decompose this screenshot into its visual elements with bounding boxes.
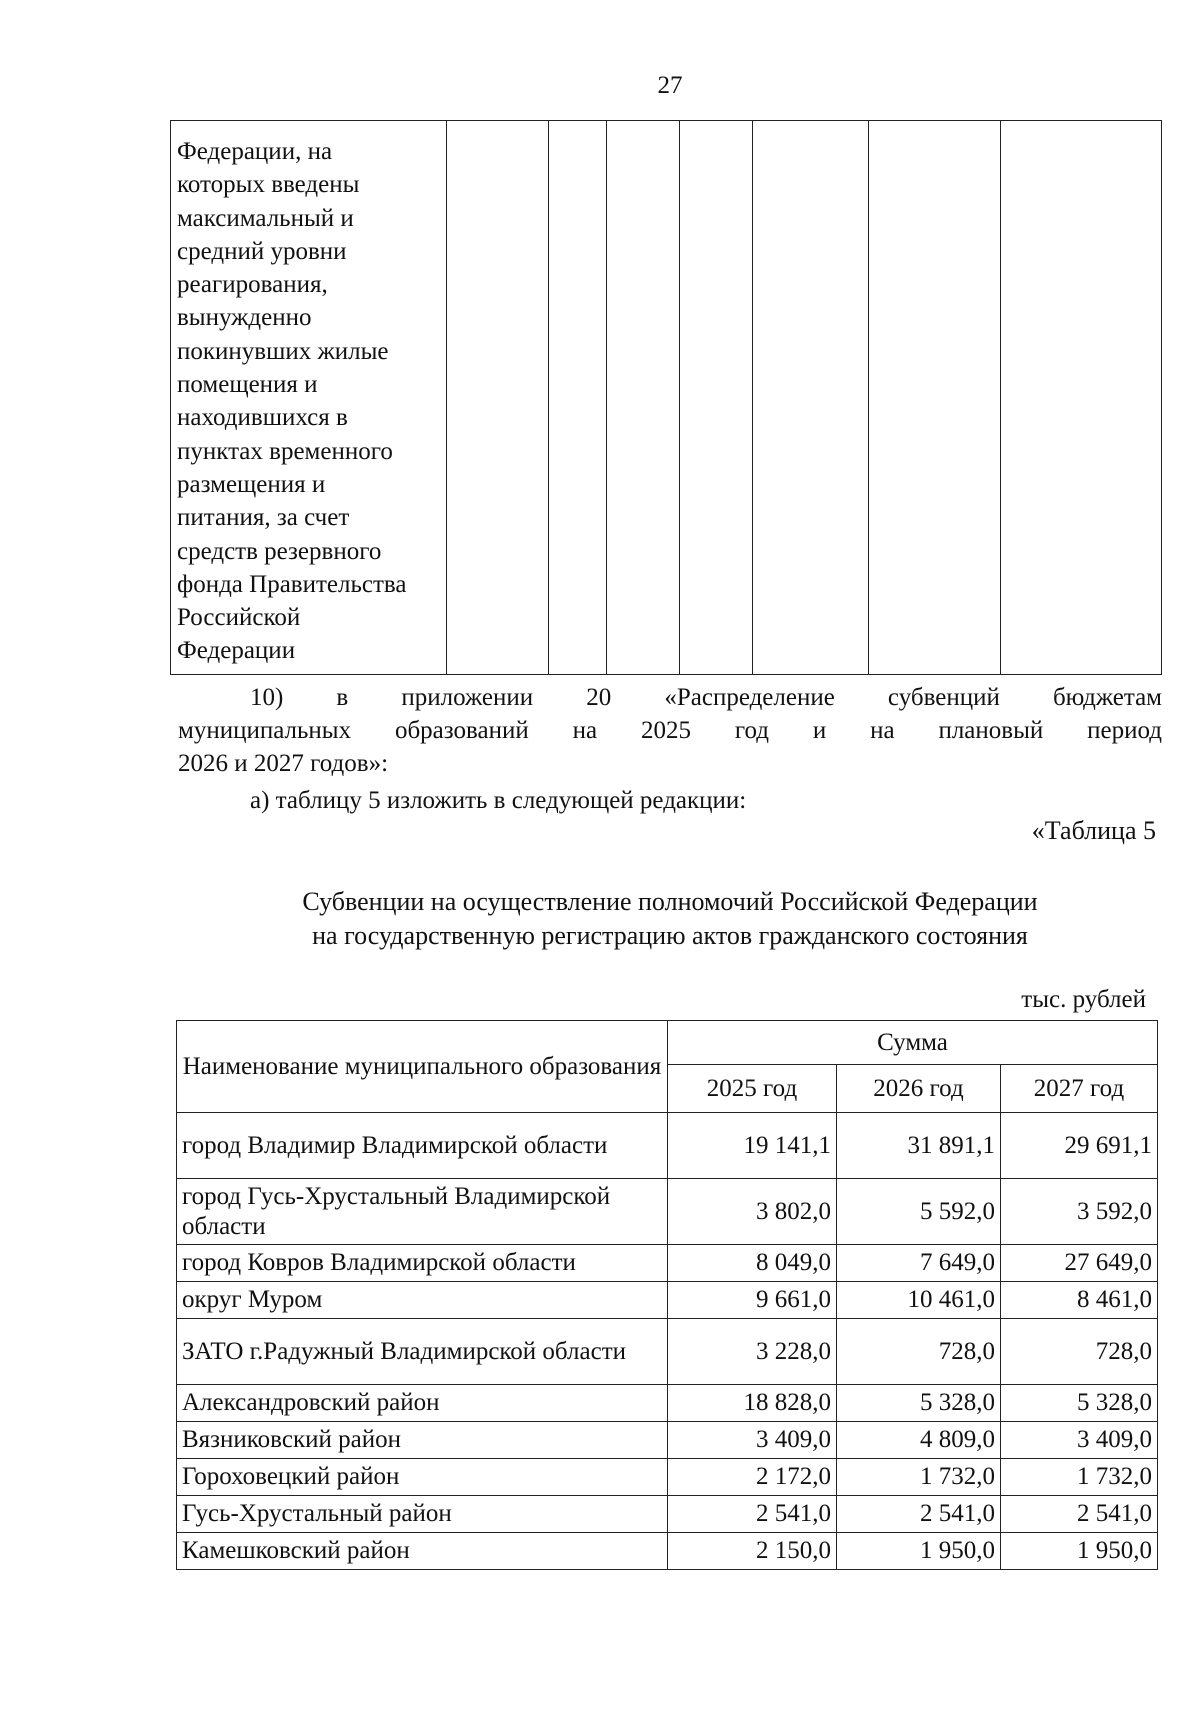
- header-name: Наименование муниципального образования: [177, 1021, 668, 1113]
- continued-text-line: вынужденно: [177, 304, 312, 332]
- continued-text-line: питания, за счет: [177, 504, 350, 532]
- table-row: [177, 1245, 1158, 1282]
- header-year-2025: 2025 год: [668, 1065, 837, 1113]
- continued-text-line: находившихся в: [177, 404, 348, 432]
- empty-cell: [1001, 121, 1162, 675]
- continued-text-line: средний уровни: [177, 237, 347, 265]
- value-2027: 2 541,0: [1001, 1496, 1158, 1533]
- table-row: [177, 1459, 1158, 1496]
- table-row: [177, 1533, 1158, 1570]
- continued-text-line: которых введены: [177, 171, 360, 199]
- continued-text-line: реагирования,: [177, 271, 328, 299]
- units-label: тыс. рублей: [1021, 986, 1146, 1013]
- municipality-name: город Владимир Владимирской области: [177, 1113, 668, 1179]
- continued-table: [170, 120, 1162, 675]
- table-row: [177, 1422, 1158, 1459]
- municipality-name: округ Муром: [177, 1282, 668, 1319]
- header-year-2027: 2027 год: [1001, 1065, 1158, 1113]
- value-2027: 3 592,0: [1001, 1179, 1158, 1245]
- municipality-name: Вязниковский район: [177, 1422, 668, 1459]
- value-2026: 10 461,0: [837, 1282, 1001, 1319]
- value-2026: 4 809,0: [837, 1422, 1001, 1459]
- value-2027: 3 409,0: [1001, 1422, 1158, 1459]
- continued-text-line: Федерации: [177, 637, 296, 665]
- value-2026: 7 649,0: [837, 1245, 1001, 1282]
- heading-line2: на государственную регистрацию актов гражданского состояния: [312, 921, 1028, 950]
- subventions-table: [176, 1020, 1158, 1570]
- table-row: [177, 1113, 1158, 1179]
- header-row: [177, 1021, 1158, 1065]
- value-2027: 1 950,0: [1001, 1533, 1158, 1570]
- empty-cell: [753, 121, 869, 675]
- value-2025: 9 661,0: [668, 1282, 837, 1319]
- table-row: [177, 1319, 1158, 1385]
- municipality-name: город Ковров Владимирской области: [177, 1245, 668, 1282]
- value-2027: 1 732,0: [1001, 1459, 1158, 1496]
- header-year-2026: 2026 год: [837, 1065, 1001, 1113]
- heading-line1: Субвенции на осуществление полномочий Российской Федерации: [302, 887, 1038, 916]
- value-2026: 5 328,0: [837, 1385, 1001, 1422]
- empty-cell: [549, 121, 607, 675]
- value-2026: 1 732,0: [837, 1459, 1001, 1496]
- value-2025: 3 802,0: [668, 1179, 837, 1245]
- continued-text-line: размещения и: [177, 470, 326, 498]
- value-2026: 2 541,0: [837, 1496, 1001, 1533]
- continued-table-row: [171, 121, 1162, 675]
- empty-cell: [447, 121, 549, 675]
- continued-text-line: средств резервного: [177, 537, 382, 565]
- empty-cell: [607, 121, 680, 675]
- value-2025: 3 409,0: [668, 1422, 837, 1459]
- empty-cell: [680, 121, 753, 675]
- municipality-name: город Гусь-Хрустальный Владимирской области: [177, 1179, 668, 1245]
- continued-text-line: максимальный и: [177, 204, 354, 232]
- continued-text-line: покинувших жилые: [177, 337, 389, 365]
- value-2026: 728,0: [837, 1319, 1001, 1385]
- paragraph-10: [178, 681, 1162, 780]
- empty-cell: [869, 121, 1001, 675]
- continued-text-line: пунктах временного: [177, 437, 393, 465]
- value-2027: 728,0: [1001, 1319, 1158, 1385]
- continued-text-line: Федерации, на: [177, 138, 333, 165]
- value-2025: 19 141,1: [668, 1113, 837, 1179]
- table-heading: [0, 885, 1200, 953]
- table-row: [177, 1496, 1158, 1533]
- continued-text-line: Российской: [177, 604, 301, 632]
- municipality-name: Гусь-Хрустальный район: [177, 1496, 668, 1533]
- value-2025: 2 541,0: [668, 1496, 837, 1533]
- value-2025: 2 150,0: [668, 1533, 837, 1570]
- paragraph-10-line2: муниципальных образований на 2025 год и на плановый период: [178, 717, 1162, 744]
- table-label: «Таблица 5: [1031, 816, 1156, 845]
- paragraph-a: а) таблицу 5 изложить в следующей редакции:: [250, 787, 747, 814]
- municipality-name: Камешковский район: [177, 1533, 668, 1570]
- municipality-name: ЗАТО г.Радужный Владимирской области: [177, 1319, 668, 1385]
- value-2025: 18 828,0: [668, 1385, 837, 1422]
- paragraph-10-line1: 10) в приложении 20 «Распределение субвенций бюджетам: [250, 684, 1162, 711]
- page-number: 27: [657, 72, 683, 99]
- municipality-name: Александровский район: [177, 1385, 668, 1422]
- value-2027: 5 328,0: [1001, 1385, 1158, 1422]
- table-row: [177, 1179, 1158, 1245]
- table-row: [177, 1282, 1158, 1319]
- value-2027: 27 649,0: [1001, 1245, 1158, 1282]
- value-2026: 31 891,1: [837, 1113, 1001, 1179]
- continued-text-line: помещения и: [177, 371, 318, 399]
- value-2027: 8 461,0: [1001, 1282, 1158, 1319]
- continued-text: [177, 135, 440, 668]
- value-2025: 2 172,0: [668, 1459, 837, 1496]
- continued-text-line: фонда Правительства: [177, 570, 407, 598]
- value-2025: 3 228,0: [668, 1319, 837, 1385]
- header-sum: Сумма: [668, 1021, 1158, 1065]
- value-2026: 5 592,0: [837, 1179, 1001, 1245]
- continued-text-cell: [171, 121, 447, 675]
- table-row: [177, 1385, 1158, 1422]
- paragraph-10-line3: 2026 и 2027 годов»:: [178, 750, 389, 777]
- value-2026: 1 950,0: [837, 1533, 1001, 1570]
- value-2027: 29 691,1: [1001, 1113, 1158, 1179]
- municipality-name: Гороховецкий район: [177, 1459, 668, 1496]
- value-2025: 8 049,0: [668, 1245, 837, 1282]
